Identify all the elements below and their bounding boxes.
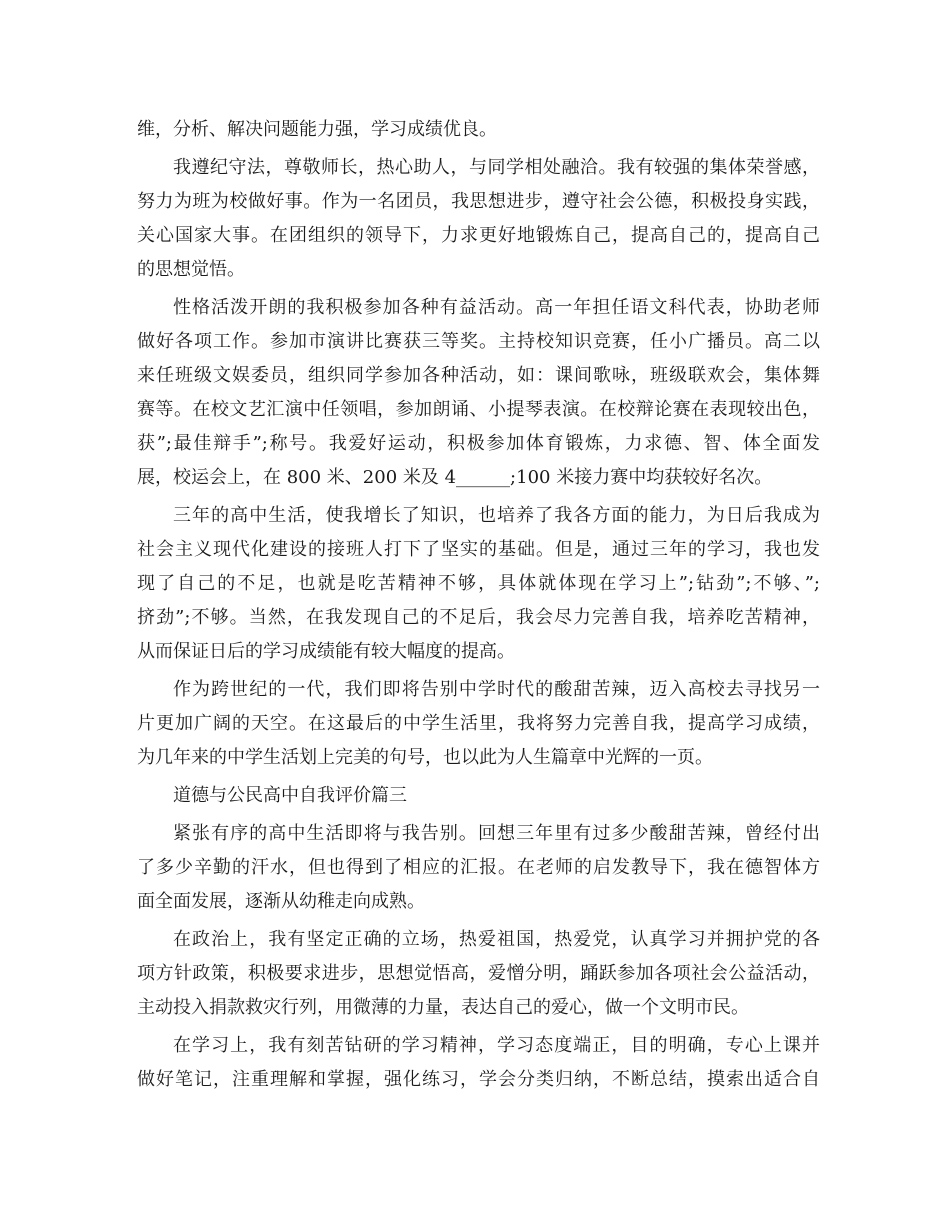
paragraph bbox=[137, 923, 820, 1025]
paragraph bbox=[137, 499, 820, 669]
text-line: 在政治上，我有坚定正确的立场，热爱祖国，热爱党，认真学习并拥护党的各 bbox=[173, 929, 820, 950]
paragraph-gap bbox=[137, 1097, 820, 1101]
paragraph bbox=[137, 817, 820, 919]
text-line: 挤劲”;不够。当然，在我发现自己的不足后，我会尽力完善自我，培养吃苦精神， bbox=[137, 607, 820, 628]
text-line: 努力为班为校做好事。作为一名团员，我思想进步，遵守社会公德，积极投身实践， bbox=[137, 191, 820, 212]
text-line: 项方针政策，积极要求进步，思想觉悟高，爱憎分明，踊跃参加各项社会公益活动， bbox=[137, 963, 820, 984]
text-line: 在学习上，我有刻苦钻研的学习精神，学习态度端正，目的明确，专心上课并 bbox=[173, 1035, 820, 1056]
text-line: 性格活泼开朗的我积极参加各种有益活动。高一年担任语文科代表，协助老师 bbox=[173, 297, 820, 318]
text-line: 来任班级文娱委员，组织同学参加各种活动，如：课间歌咏，班级联欢会，集体舞 bbox=[137, 365, 820, 386]
text-line: 为几年来的中学生活划上完美的句号，也以此为人生篇章中光辉的一页。 bbox=[137, 747, 713, 768]
text-line: 获”;最佳辩手”;称号。我爱好运动，积极参加体育锻炼，力求德、智、体全面发 bbox=[137, 433, 820, 454]
paragraph bbox=[137, 1029, 820, 1097]
text-line: 面全面发展，逐渐从幼稚走向成熟。 bbox=[137, 891, 425, 912]
document-body bbox=[137, 113, 820, 1101]
text-line: 道德与公民高中自我评价篇三 bbox=[173, 785, 407, 806]
paragraph bbox=[137, 113, 820, 147]
paragraph bbox=[137, 779, 820, 813]
text-line: 维，分析、解决问题能力强，学习成绩优良。 bbox=[137, 119, 497, 140]
text-line: 社会主义现代化建设的接班人打下了坚实的基础。但是，通过三年的学习，我也发 bbox=[137, 539, 820, 560]
text-line: 主动投入捐款救灾行列，用微薄的力量，表达自己的爱心，做一个文明市民。 bbox=[137, 997, 749, 1018]
text-line: 赛等。在校文艺汇演中任领唱，参加朗诵、小提琴表演。在校辩论赛在表现较出色， bbox=[137, 399, 820, 420]
text-line: 做好笔记，注重理解和掌握，强化练习，学会分类归纳，不断总结，摸索出适合自 bbox=[137, 1069, 820, 1090]
text-line: 现了自己的不足，也就是吃苦精神不够，具体就体现在学习上”;钻劲”;不够、”; bbox=[137, 573, 820, 594]
text-line: 从而保证日后的学习成绩能有较大幅度的提高。 bbox=[137, 641, 515, 662]
text-line: 片更加广阔的天空。在这最后的中学生活里，我将努力完善自我，提高学习成绩， bbox=[137, 713, 820, 734]
text-line: 展，校运会上，在 800 米、200 米及 4______;100 米接力赛中均获较好名次。 bbox=[137, 467, 773, 488]
text-line: 关心国家大事。在团组织的领导下，力求更好地锻炼自己，提高自己的，提高自己 bbox=[137, 225, 820, 246]
text-line: 我遵纪守法，尊敬师长，热心助人，与同学相处融洽。我有较强的集体荣誉感， bbox=[173, 157, 820, 178]
paragraph bbox=[137, 673, 820, 775]
text-line: 作为跨世纪的一代，我们即将告别中学时代的酸甜苦辣，迈入高校去寻找另一 bbox=[173, 679, 820, 700]
text-line: 三年的高中生活，使我增长了知识，也培养了我各方面的能力，为日后我成为 bbox=[173, 505, 820, 526]
text-line: 的思想觉悟。 bbox=[137, 259, 245, 280]
text-line: 做好各项工作。参加市演讲比赛获三等奖。主持校知识竞赛，任小广播员。高二以 bbox=[137, 331, 820, 352]
paragraph bbox=[137, 291, 820, 495]
text-line: 了多少辛勤的汗水，但也得到了相应的汇报。在老师的启发教导下，我在德智体方 bbox=[137, 857, 820, 878]
paragraph bbox=[137, 151, 820, 287]
text-line: 紧张有序的高中生活即将与我告别。回想三年里有过多少酸甜苦辣，曾经付出 bbox=[173, 823, 820, 844]
